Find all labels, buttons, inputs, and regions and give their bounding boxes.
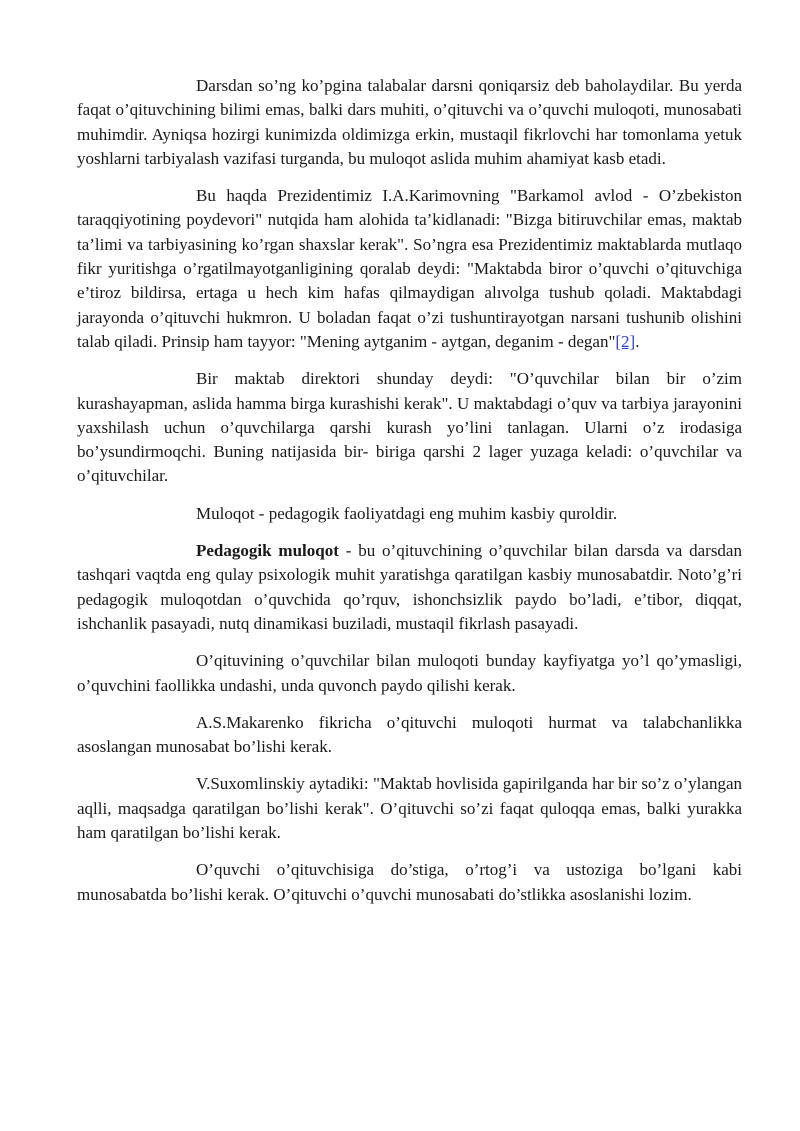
paragraph-text: - bu o’qituvchining o’quvchilar bilan darsda va darsdan tashqari vaqtda eng qulay psixologik muhit yaratishga qaratilgan kasbiy munosabatdir. Noto’g’ri pedagogik muloqotdan o’quvchida qo’rquv, ishonchsizlik paydo bo’ladi, e’tibor, diqqat, ishchanlik pasayadi, nutq dinamikasi buziladi, mustaqil fikrlash pasayadi. (77, 541, 742, 633)
paragraph-7 (77, 711, 742, 760)
paragraph-4 (77, 502, 742, 526)
paragraph-text: Bu haqda Prezidentimiz I.A.Karimovning "Barkamol avlod - O’zbekiston taraqqiyotining poydevori" nutqida ham alohida ta’kidlanadi: "Bizga bitiruvchilar emas, maktab ta’limi va tarbiyasining ko’rgan shaxslar kerak". So’ngra esa Prezidentimiz maktablarda mutlaqo fikr yuritishga o’rgatilmayotganligining qoralab deydi: "Maktabda biror o’quvchi o’qituvchiga e’tiroz bildirsa, ertaga u hech kim hafas qilmaydigan alıvolga tushub qoladi. Maktabdagi jarayonda o’qituvchi hukmron. U boladan faqat o’zi tushuntirayotgan narsani tushunib olishini talab qiladi. Prinsip ham tayyor: "Mening aytganim - aytgan, deganim - degan" (77, 186, 742, 351)
document-page (77, 74, 742, 920)
paragraph-8 (77, 772, 742, 845)
paragraph-text: Muloqot - pedagogik faoliyatdagi eng muhim kasbiy quroldir. (196, 503, 618, 523)
paragraph-6 (77, 649, 742, 698)
paragraph-1 (77, 74, 742, 171)
paragraph-2 (77, 184, 742, 354)
paragraph-3 (77, 367, 742, 488)
paragraph-text: O’quvchi o’qituvchisiga do’stiga, o’rtog’i va ustoziga bo’lgani kabi munosabatda bo’lishi kerak. O’qituvchi o’quvchi munosabati do’stlikka asoslanishi lozim. (77, 860, 742, 904)
reference-link[interactable]: [2] (615, 331, 636, 351)
paragraph-text: A.S.Makarenko fikricha o’qituvchi muloqoti hurmat va talabchanlikka asoslangan munosabat bo’lishi kerak. (77, 712, 742, 757)
paragraph-text: V.Suxomlinskiy aytadiki: "Maktab hovlisida gapirilganda har bir so’z o’ylangan aqlli, maqsadga qaratilgan bo’lishi kerak". O’qituvchi so’zi faqat quloqqa emas, balki yurakka ham qaratilgan bo’lishi kerak. (77, 774, 742, 843)
paragraph-9 (77, 858, 742, 907)
paragraph-text-end: . (635, 331, 640, 351)
term-heading: Pedagogik muloqot (196, 541, 339, 561)
paragraph-text: O’qituvining o’quvchilar bilan muloqoti bunday kayfiyatga yo’l qo’ymasligi, o’quvchini faollikka undashi, unda quvonch paydo qilishi kerak. (77, 651, 742, 695)
paragraph-text: Bir maktab direktori shunday deydi: "O’quvchilar bilan bir o’zim kurashayapman, aslida hamma birga kurashishi kerak". U maktabdagi o’quv va tarbiya jarayonini yaxshilash uchun o’quvchilarga qarshi kurash yo’lini tanlagan. Ularni o’z irodasiga bo’ysundirmoqchi. Buning natijasida bir- biriga qarshi 2 lager yuzaga keladi: o’quvchilar va o’qituvchilar. (77, 369, 742, 486)
paragraph-5 (77, 539, 742, 636)
paragraph-text: Darsdan so’ng ko’pgina talabalar darsni qoniqarsiz deb baholaydilar. Bu yerda faqat o’qituvchining bilimi emas, balki dars muhiti, o’qituvchi va o’quvchi muloqoti, munosabati muhimdir. Ayniqsa hozirgi kunimizda oldimizga erkin, mustaqil fikrlovchi har tomonlama yetuk yoshlarni tarbiyalash vazifasi turganda, bu muloqot aslida muhim ahamiyat kasb etadi. (77, 76, 742, 168)
